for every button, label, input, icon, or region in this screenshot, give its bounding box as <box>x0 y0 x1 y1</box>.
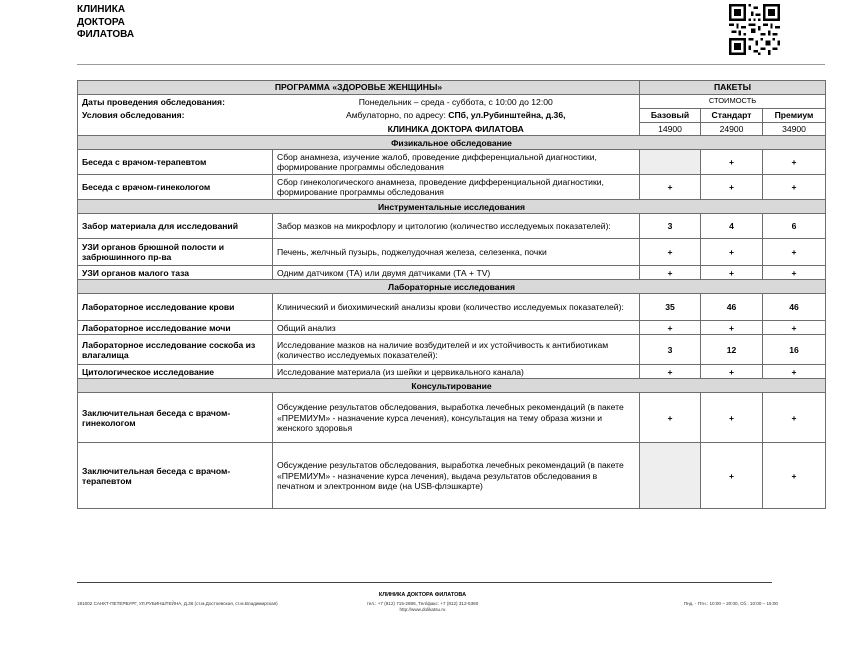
service-name: Беседа с врачом-терапевтом <box>78 150 273 175</box>
value-basic: + <box>640 266 701 280</box>
service-description: Обсуждение результатов обследования, выработка лечебных рекомендаций (в пакете «ПРЕМИУМ» - назначение курса лечения), выдача результатов обследования в печатном и электронном виде (на USB-флэшкарте) <box>273 443 640 509</box>
service-name: Заключительная беседа с врачом-гинекологом <box>78 393 273 443</box>
service-description: Забор мазков на микрофлору и цитологию (количество исследуемых показателей): <box>273 214 640 239</box>
package-name-premium: Премиум <box>763 109 826 123</box>
value-basic: 35 <box>640 294 701 321</box>
service-description: Исследование мазков на наличие возбудителей и их устойчивость к антибиотикам (количество исследуемых показателей): <box>273 335 640 365</box>
value-premium: + <box>763 266 826 280</box>
footer-website: http://www.dolikatsu.ru <box>399 607 446 612</box>
value-basic: + <box>640 175 701 200</box>
clinic-name-header <box>77 4 134 42</box>
value-standard: 46 <box>701 294 763 321</box>
program-table <box>77 80 826 509</box>
service-description: Исследование материала (из шейки и цервикального канала) <box>273 365 640 379</box>
table-row <box>78 175 826 200</box>
footer-clinic-name: КЛИНИКА ДОКТОРА ФИЛАТОВА <box>378 592 467 598</box>
value-basic: 3 <box>640 335 701 365</box>
section-instrumental <box>78 200 826 214</box>
packages-header: ПАКЕТЫ <box>640 81 826 95</box>
service-name: Заключительная беседа с врачом-терапевтом <box>78 443 273 509</box>
service-name: Забор материала для исследований <box>78 214 273 239</box>
clinic-name-line: ФИЛАТОВА <box>77 29 135 40</box>
service-description: Общий анализ <box>273 321 640 335</box>
value-standard: + <box>701 393 763 443</box>
table-row <box>78 266 826 280</box>
table-row <box>78 150 826 175</box>
program-title-row <box>78 81 826 95</box>
value-premium: + <box>763 365 826 379</box>
value-standard: + <box>701 175 763 200</box>
table-row <box>78 321 826 335</box>
table-row <box>78 365 826 379</box>
conditions-address-bold: СПб, ул.Рубинштейна, д.36, <box>448 110 566 121</box>
section-title: Консультирование <box>78 379 826 393</box>
section-laboratory <box>78 280 826 294</box>
table-row <box>78 393 826 443</box>
clinic-caps: КЛИНИКА ДОКТОРА ФИЛАТОВА <box>273 123 640 136</box>
value-standard: + <box>701 443 763 509</box>
section-physical <box>78 136 826 150</box>
header-divider <box>77 64 825 65</box>
empty-cell <box>78 123 273 136</box>
table-row <box>78 294 826 321</box>
value-basic: + <box>640 393 701 443</box>
price-basic: 14900 <box>640 123 701 136</box>
dates-row <box>78 95 826 109</box>
service-description: Сбор гинекологического анамнеза, проведение дифференциальной диагностики, формирование программы обследования <box>273 175 640 200</box>
conditions-label: Условия обследования: <box>78 109 273 123</box>
value-premium: 16 <box>763 335 826 365</box>
value-standard: + <box>701 365 763 379</box>
value-basic <box>640 150 701 175</box>
table-row <box>78 214 826 239</box>
service-name: Лабораторное исследование мочи <box>78 321 273 335</box>
value-basic <box>640 443 701 509</box>
package-name-standard: Стандарт <box>701 109 763 123</box>
clinic-caps-row <box>78 123 826 136</box>
service-description: Обсуждение результатов обследования, выработка лечебных рекомендаций (в пакете «ПРЕМИУМ» - назначение курса лечения), консультация на тему образа жизни и женского здоровья <box>273 393 640 443</box>
service-name: Беседа с врачом-гинекологом <box>78 175 273 200</box>
section-title: Физикальное обследование <box>78 136 826 150</box>
value-premium: 6 <box>763 214 826 239</box>
value-premium: + <box>763 175 826 200</box>
price-standard: 24900 <box>701 123 763 136</box>
conditions-value <box>273 109 640 123</box>
value-premium: + <box>763 393 826 443</box>
section-title: Инструментальные исследования <box>78 200 826 214</box>
program-title: ПРОГРАММА «ЗДОРОВЬЕ ЖЕНЩИНЫ» <box>78 81 640 95</box>
conditions-address: Амбулаторно, по адресу: <box>346 110 449 121</box>
service-name: Цитологическое исследование <box>78 365 273 379</box>
value-premium: + <box>763 239 826 266</box>
service-name: УЗИ органов малого таза <box>78 266 273 280</box>
value-basic: + <box>640 239 701 266</box>
value-basic: 3 <box>640 214 701 239</box>
value-standard: 12 <box>701 335 763 365</box>
value-standard: + <box>701 321 763 335</box>
section-title: Лабораторные исследования <box>78 280 826 294</box>
table-row <box>78 335 826 365</box>
value-standard: + <box>701 150 763 175</box>
conditions-row <box>78 109 826 123</box>
value-standard: + <box>701 266 763 280</box>
footer-divider <box>77 582 772 583</box>
service-description: Печень, желчный пузырь, поджелудочная железа, селезенка, почки <box>273 239 640 266</box>
footer-phones: тел.: +7 (812) 715-2886, Тел/факс: +7 (812) 312-5360 <box>366 601 479 606</box>
dates-label: Даты проведения обследования: <box>78 95 273 109</box>
value-basic: + <box>640 321 701 335</box>
value-standard: + <box>701 239 763 266</box>
service-description: Сбор анамнеза, изучение жалоб, проведение дифференциальной диагностики, формирование программы обследования <box>273 150 640 175</box>
service-name: Лабораторное исследование соскоба из влагалища <box>78 335 273 365</box>
footer-hours: Пнд. - Птн.: 10:00 – 20:00, Сб.: 10:00 – 15:00 <box>683 601 778 606</box>
service-name: Лабораторное исследование крови <box>78 294 273 321</box>
value-premium: + <box>763 321 826 335</box>
service-description: Клинический и биохимический анализы крови (количество исследуемых показателей): <box>273 294 640 321</box>
table-row <box>78 239 826 266</box>
cost-label: СТОИМОСТЬ <box>640 95 826 109</box>
service-description: Одним датчиком (ТА) или двумя датчиками (ТА + TV) <box>273 266 640 280</box>
value-premium: + <box>763 150 826 175</box>
value-standard: 4 <box>701 214 763 239</box>
value-basic: + <box>640 365 701 379</box>
value-premium: + <box>763 443 826 509</box>
qr-code-icon <box>729 4 780 55</box>
clinic-name-line: ДОКТОРА <box>77 16 125 28</box>
service-name: УЗИ органов брюшной полости и забрюшинного пр-ва <box>78 239 273 266</box>
dates-value: Понедельник – среда - суббота, с 10:00 до 12:00 <box>273 95 640 109</box>
package-name-basic: Базовый <box>640 109 701 123</box>
table-row <box>78 443 826 509</box>
clinic-name-line: КЛИНИКА <box>77 4 126 15</box>
footer-address: 191002 САНКТ-ПЕТЕРБУРГ, УЛ.РУБИНШТЕЙНА, Д.36 (ст.м.Достоевская, ст.м.Владимирская) <box>77 601 278 606</box>
section-consulting <box>78 379 826 393</box>
price-premium: 34900 <box>763 123 826 136</box>
value-premium: 46 <box>763 294 826 321</box>
